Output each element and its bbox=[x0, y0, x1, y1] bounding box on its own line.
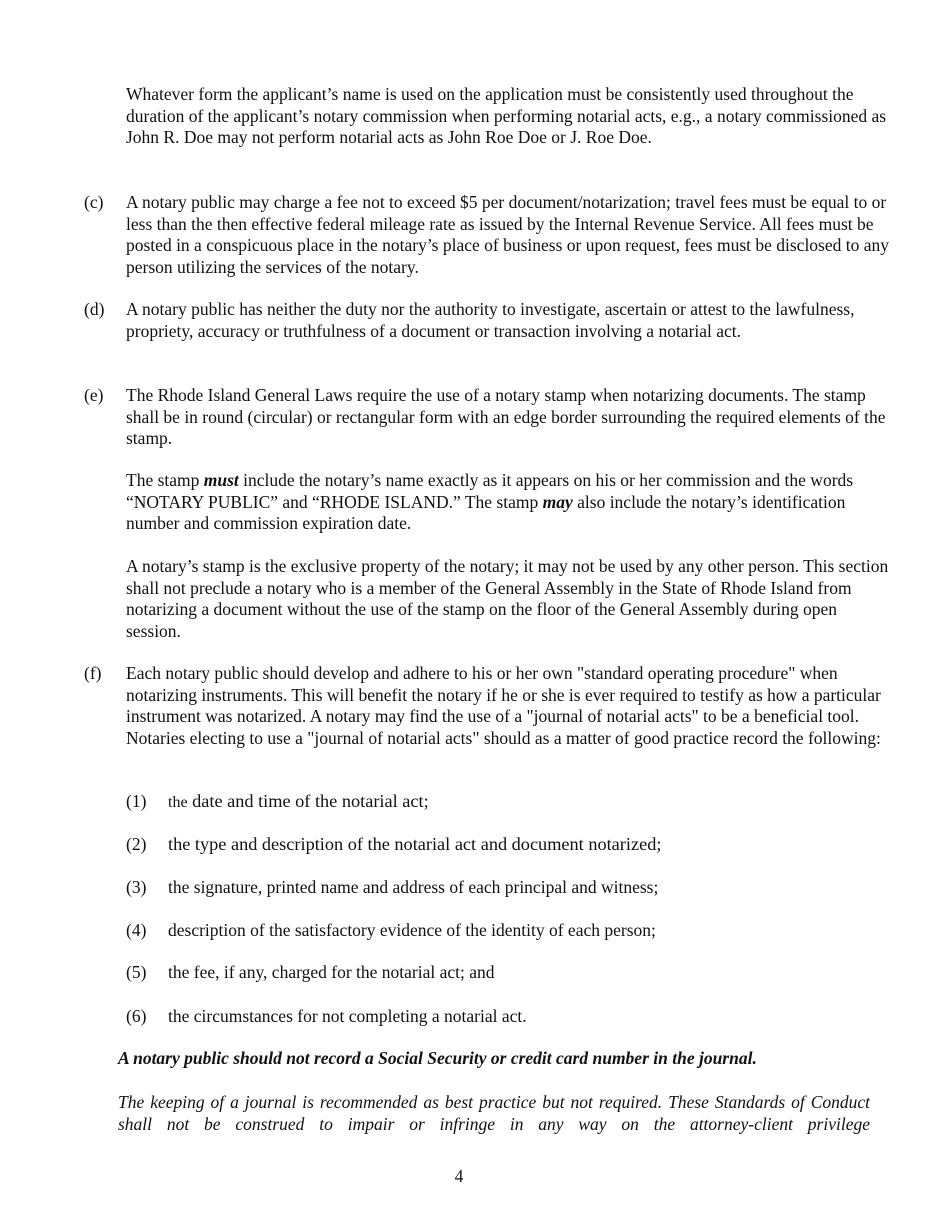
journal-warning: A notary public should not record a Social Security or credit card number in the journal. bbox=[118, 1048, 757, 1068]
journal-item-prefix: the bbox=[168, 794, 188, 811]
stamp-text-part: include the notary’s name exactly as it appears on his or her commission and the words “NOTARY PUBLIC” and “RHODE ISLAND.” The stamp bbox=[126, 470, 854, 512]
journal-item-text: description of the satisfactory evidence of the identity of each person; bbox=[168, 920, 656, 940]
intro-paragraph: Whatever form the applicant’s name is used on the application must be consistently used throughout the duration of the applicant’s notary commission when performing notarial acts, e.g., a notary commissioned as John R. Doe may not perform notarial acts as John Roe Doe or J. Roe Doe. bbox=[126, 84, 887, 147]
journal-item-label: (1) bbox=[126, 791, 147, 811]
journal-item-rest: date and time of the notarial act; bbox=[187, 791, 429, 811]
journal-item-label: (3) bbox=[126, 877, 147, 897]
journal-item-label: (2) bbox=[126, 834, 147, 854]
clause-text: The Rhode Island General Laws require the use of a notary stamp when notarizing documents. The stamp shall be in round (circular) or rectangular form with an edge border surrounding the required elements of the stamp. bbox=[126, 385, 886, 448]
page-number: 4 bbox=[454, 1166, 464, 1186]
stamp-text-part: also include the notary’s identification number and commission expiration date. bbox=[126, 491, 846, 533]
journal-item-label: (6) bbox=[126, 1006, 147, 1026]
closing-note: The keeping of a journal is recommended as best practice but not required. These Standards of Conduct shall not be construed to impair or infringe in any way on the attorney-client privilege bbox=[118, 1092, 870, 1134]
journal-item-text: the signature, printed name and address of each principal and witness; bbox=[168, 877, 659, 897]
stamp-text-part: The stamp bbox=[126, 470, 204, 490]
clause-label: (c) bbox=[84, 192, 104, 212]
stamp-property-paragraph: A notary’s stamp is the exclusive property of the notary; it may not be used by any other person. This section shall not preclude a notary who is a member of the General Assembly in the State of Rhode Island from notarizing a document without the use of the stamp on the floor of the General Assembly during open session. bbox=[126, 556, 889, 641]
clause-text: A notary public has neither the duty nor the authority to investigate, ascertain or attest to the lawfulness, propriety, accuracy or truthfulness of a document or transaction involving a notarial act. bbox=[126, 299, 855, 341]
clause-text: Each notary public should develop and adhere to his or her own "standard operating procedure" when notarizing instruments. This will benefit the notary if he or she is ever required to testify as how a particular instrument was notarized. A notary may find the use of a "journal of notarial acts" to be a beneficial tool. Notaries electing to use a "journal of notarial acts" should as a matter of good practice record the following: bbox=[126, 663, 881, 748]
stamp-requirements-paragraph bbox=[126, 470, 890, 535]
emphasis-must: must bbox=[203, 470, 239, 490]
emphasis-may: may bbox=[542, 491, 573, 512]
journal-item-label: (4) bbox=[126, 920, 147, 940]
clause-text: A notary public may charge a fee not to exceed $5 per document/notarization; travel fees must be equal to or less than the then effective federal mileage rate as issued by the Internal Revenue Service. All fees must be posted in a conspicuous place in the notary’s place of business or upon request, fees must be disclosed to any person utilizing the services of the notary. bbox=[126, 192, 890, 277]
journal-item-text: the fee, if any, charged for the notarial act; and bbox=[168, 962, 495, 982]
journal-item-label: (5) bbox=[126, 962, 147, 982]
journal-item-text: the circumstances for not completing a notarial act. bbox=[168, 1006, 527, 1026]
journal-item-text: the type and description of the notarial act and document notarized; bbox=[168, 834, 662, 854]
clause-label: (d) bbox=[84, 299, 105, 319]
journal-item-text bbox=[168, 791, 429, 814]
clause-label: (f) bbox=[84, 663, 102, 683]
clause-label: (e) bbox=[84, 385, 104, 405]
